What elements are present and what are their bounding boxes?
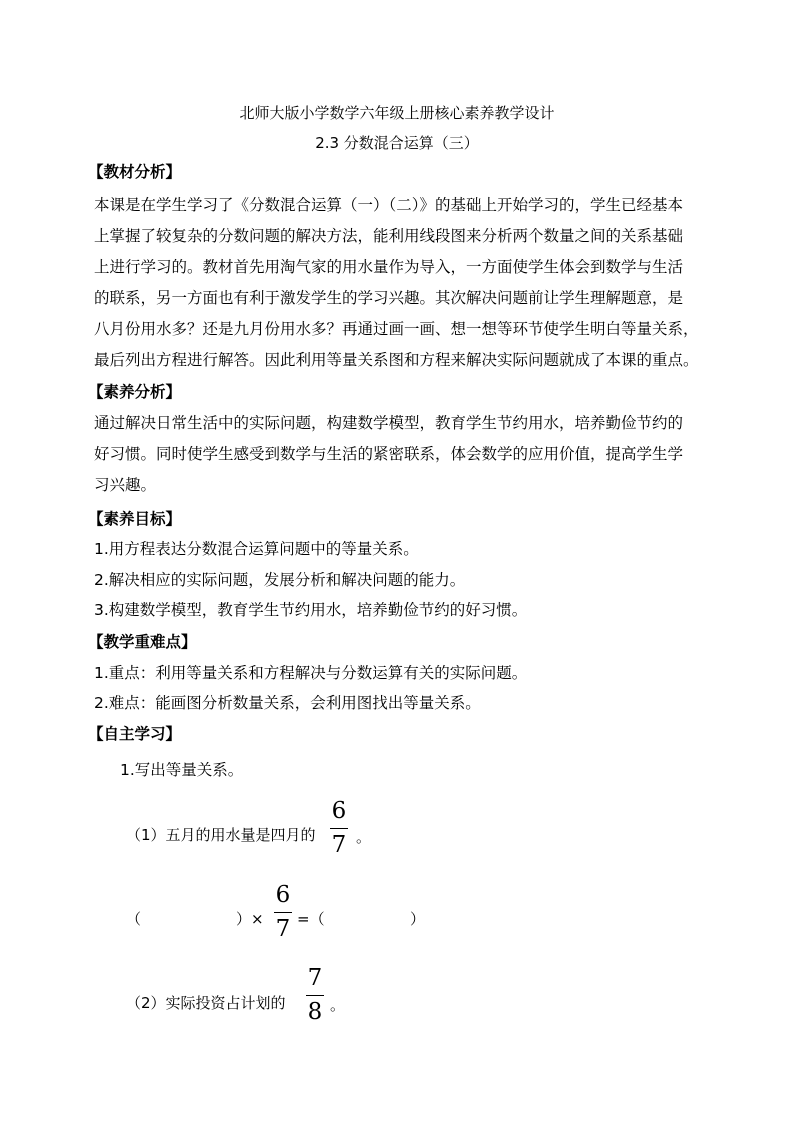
- fraction-numerator: 6: [331, 798, 347, 824]
- question-1: 1.写出等量关系。: [120, 761, 244, 779]
- equals-open-paren: =（: [297, 910, 325, 928]
- key-point-item: 1.重点：利用等量关系和方程解决与分数运算有关的实际问题。: [94, 664, 528, 682]
- fraction-numerator: 7: [307, 965, 323, 991]
- paragraph-textbook-analysis: [94, 190, 706, 376]
- paragraph-line: 的联系，另一方面也有利于激发学生的学习兴趣。其次解决问题前让学生理解题意，是: [94, 289, 684, 307]
- fraction-bar: [330, 828, 348, 829]
- paragraph-line: 本课是在学生学习了《分数混合运算（一）（二）》的基础上开始学习的，学生已经基本: [94, 196, 684, 214]
- paragraph-line: 习兴趣。: [94, 476, 157, 494]
- goal-item: 2.解决相应的实际问题，发展分析和解决问题的能力。: [94, 571, 466, 589]
- fraction-denominator: 8: [307, 999, 323, 1025]
- paragraph-literacy-analysis: [94, 408, 706, 501]
- paragraph-line: 通过解决日常生活中的实际问题，构建数学模型，教育学生节约用水，培养勤俭节约的: [94, 414, 684, 432]
- paragraph-line: 最后列出方程进行解答。因此利用等量关系图和方程来解决实际问题就成了本课的重点。: [94, 351, 699, 369]
- lesson-title: 2.3 分数混合运算（三）: [315, 134, 479, 152]
- fraction-denominator: 7: [331, 832, 347, 858]
- fraction-bar: [274, 912, 292, 913]
- document-title: 北师大版小学数学六年级上册核心素养教学设计: [239, 104, 555, 122]
- problem-2-text: （2）实际投资占计划的: [126, 994, 286, 1012]
- paragraph-line: 好习惯。同时使学生感受到数学与生活的紧密联系，体会数学的应用价值，提高学生学: [94, 445, 684, 463]
- blank-open-paren: （: [126, 910, 142, 928]
- heading-literacy-analysis: 【素养分析】: [88, 383, 182, 401]
- blank-close-paren: ）: [410, 910, 426, 928]
- fraction-bar: [306, 995, 324, 996]
- blank-close-times: ）×: [236, 910, 264, 928]
- difficulty-item: 2.难点：能画图分析数量关系，会利用图找出等量关系。: [94, 694, 481, 712]
- problem-1-end: 。: [356, 828, 372, 846]
- heading-key-points: 【教学重难点】: [88, 633, 197, 651]
- paragraph-line: 上进行学习的。教材首先用淘气家的用水量作为导入，一方面使学生体会到数学与生活: [94, 258, 684, 276]
- problem-1-text: （1）五月的用水量是四月的: [126, 826, 316, 844]
- fraction-numerator: 6: [275, 882, 291, 908]
- heading-textbook-analysis: 【教材分析】: [88, 163, 182, 181]
- goal-item: 1.用方程表达分数混合运算问题中的等量关系。: [94, 540, 419, 558]
- problem-2-end: 。: [330, 996, 346, 1014]
- heading-literacy-goals: 【素养目标】: [88, 510, 182, 528]
- paragraph-line: 八月份用水多？还是九月份用水多？再通过画一画、想一想等环节使学生明白等量关系，: [94, 320, 699, 338]
- goal-item: 3.构建数学模型，教育学生节约用水，培养勤俭节约的好习惯。: [94, 601, 528, 619]
- paragraph-line: 上掌握了较复杂的分数问题的解决方法，能利用线段图来分析两个数量之间的关系基础: [94, 227, 684, 245]
- heading-self-study: 【自主学习】: [88, 725, 182, 743]
- fraction-denominator: 7: [275, 916, 291, 942]
